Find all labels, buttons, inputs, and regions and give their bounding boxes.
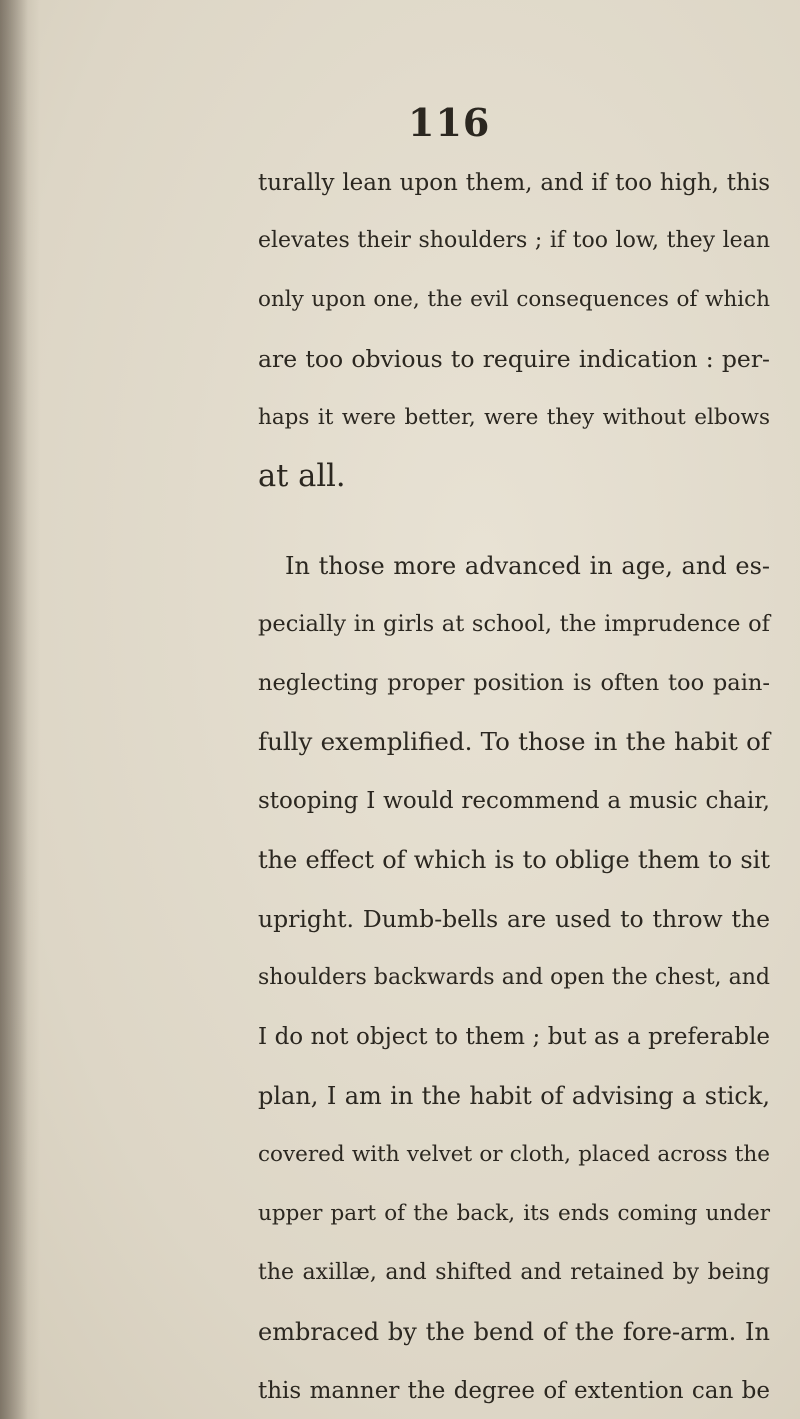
text-line-3: only upon one, the evil consequences of which xyxy=(258,287,770,312)
text-line-1: turally lean upon them, and if too high, this xyxy=(258,170,770,196)
text-line-9: neglecting proper position is often too pain- xyxy=(258,670,770,696)
text-line-17: covered with velvet or cloth, placed across the xyxy=(258,1142,770,1167)
text-line-15: I do not object to them ; but as a preferable xyxy=(258,1024,770,1050)
text-line-10: fully exemplified. To those in the habit of xyxy=(258,727,770,756)
text-line-16: plan, I am in the habit of advising a stick, xyxy=(258,1082,770,1110)
text-line-21: this manner the degree of extention can be xyxy=(258,1378,770,1404)
page-number: 116 xyxy=(408,100,491,145)
text-line-8: pecially in girls at school, the imprudence of xyxy=(258,611,770,637)
text-line-5: haps it were better, were they without elbows xyxy=(258,405,770,430)
text-line-11: stooping I would recommend a music chair, xyxy=(258,788,770,814)
text-line-18: upper part of the back, its ends coming under xyxy=(258,1201,770,1226)
text-line-7: In those more advanced in age, and es- xyxy=(285,552,770,580)
page-gutter-shadow xyxy=(0,0,28,1419)
text-line-20: embraced by the bend of the fore-arm. In xyxy=(258,1318,770,1346)
text-line-13: upright. Dumb-bells are used to throw the xyxy=(258,905,770,933)
text-line-12: the effect of which is to oblige them to sit xyxy=(258,846,770,874)
text-line-2: elevates their shoulders ; if too low, they lean xyxy=(258,228,770,253)
text-line-6: at all. xyxy=(258,459,346,494)
text-line-19: the axillæ, and shifted and retained by being xyxy=(258,1260,770,1285)
text-line-14: shoulders backwards and open the chest, and xyxy=(258,965,770,990)
text-line-4: are too obvious to require indication : per- xyxy=(258,345,770,373)
